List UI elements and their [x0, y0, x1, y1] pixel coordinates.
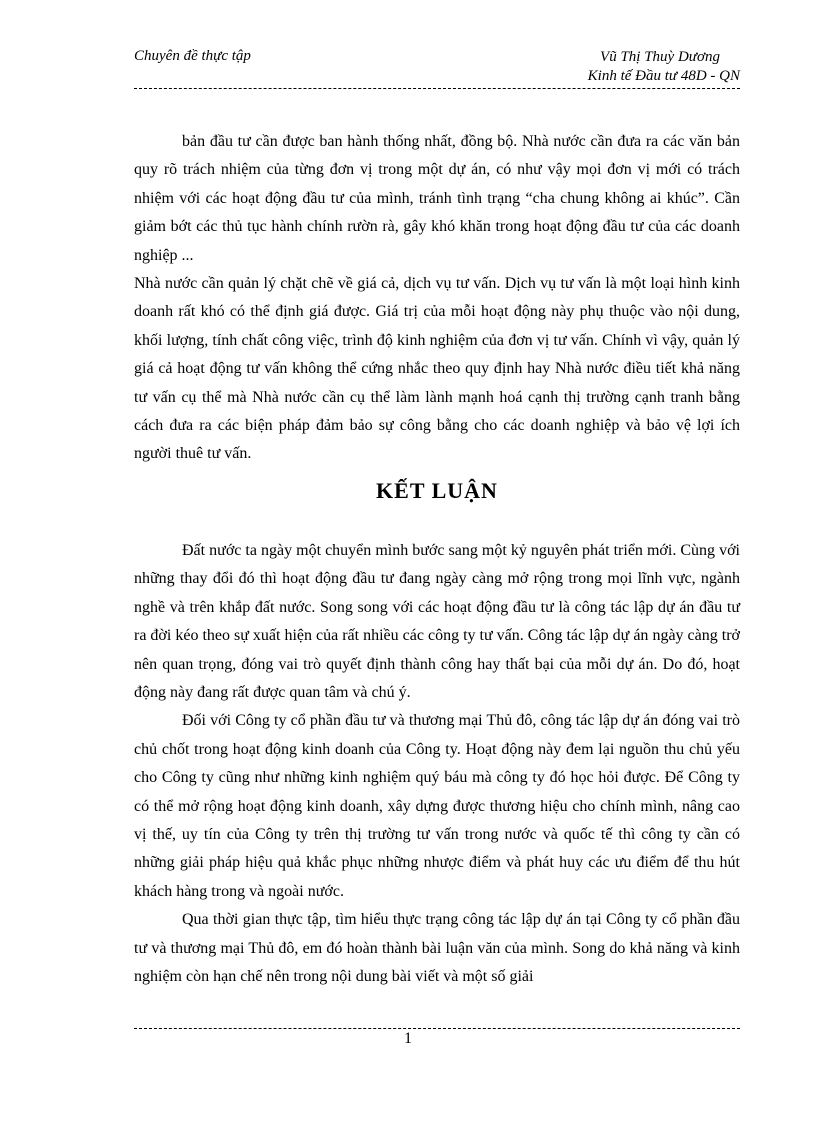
document-body [134, 128, 740, 991]
footer-divider [134, 1028, 740, 1029]
header-course-title: Chuyên đề thực tập [134, 48, 251, 64]
section-heading: KẾT LUẬN [376, 477, 498, 503]
paragraph-3: Đất nước ta ngày một chuyển mình bước sang một kỷ nguyên phát triển mới. Cùng với những thay đổi đó thì hoạt động đầu tư đang ngày càng mở rộng trong mọi lĩnh vực, ngành nghề và trên khắp đất nước. Song song với các hoạt động đầu tư là công tác lập dự án đầu tư ra đời kéo theo sự xuất hiện của rất nhiều các công ty tư vấn. Công tác lập dự án ngày càng trở nên quan trọng, đóng vai trò quyết định thành công hay thất bại của mỗi dự án. Do đó, hoạt động này đang rất được quan tâm và chú ý. [134, 541, 740, 701]
header-author-block [588, 48, 740, 86]
header-divider [134, 88, 740, 89]
page-number: 1 [404, 1030, 412, 1047]
paragraph-4: Đối với Công ty cổ phần đầu tư và thương mại Thủ đô, công tác lập dự án đóng vai trò chủ chốt trong hoạt động kinh doanh của Công ty. Hoạt động này đem lại nguồn thu chủ yếu cho Công ty cũng như những kinh nghiệm quý báu mà công ty đó học hỏi được. Để Công ty có thể mở rộng hoạt động kinh doanh, xây dựng được thương hiệu cho chính mình, nâng cao vị thế, uy tín của Công ty trên thị trường tư vấn trong nước và quốc tế thì công ty cần có những giải pháp hiệu quả khắc phục những nhược điểm và phát huy các ưu điểm để thu hút khách hàng trong và ngoài nước. [134, 712, 740, 900]
header-author-name: Vũ Thị Thuỳ Dương [600, 49, 720, 65]
paragraph-2: Nhà nước cần quản lý chặt chẽ về giá cả, dịch vụ tư vấn. Dịch vụ tư vấn là một loại hình kinh doanh rất khó có thể định giá được. Giá trị của mỗi hoạt động này phụ thuộc vào nội dung, khối lượng, tính chất công việc, trình độ kinh nghiệm của đơn vị tư vấn. Chính vì vậy, quản lý giá cả hoạt động tư vấn không thể cứng nhắc theo quy định hay Nhà nước điều tiết khả năng tư vấn cụ thể mà Nhà nước cần cụ thể làm lành mạnh hoá cạnh thị trường cạnh tranh bằng cách đưa ra các biện pháp đảm bảo sự công bằng cho các doanh nghiệp và bảo vệ lợi ích người thuê tư vấn. [134, 275, 740, 463]
paragraph-5: Qua thời gian thực tập, tìm hiểu thực trạng công tác lập dự án tại Công ty cổ phần đầu tư và thương mại Thủ đô, em đó hoàn thành bài luận văn của mình. Song do khả năng và kinh nghiệm còn hạn chế nên trong nội dung bài viết và một số giải [134, 911, 740, 985]
page-header [134, 48, 740, 88]
header-class-name: Kinh tế Đầu tư 48D - QN [587, 68, 740, 84]
paragraph-1: bản đầu tư cần được ban hành thống nhất, đồng bộ. Nhà nước cần đưa ra các văn bản quy rõ trách nhiệm của từng đơn vị trong một dự án, có như vậy mọi đơn vị mới có trách nhiệm với các hoạt động đầu tư của mình, tránh tình trạng “cha chung không ai khúc”. Cần giảm bớt các thủ tục hành chính rườn rà, gây khó khăn trong hoạt động đầu tư của các doanh nghiệp ... [134, 133, 740, 264]
